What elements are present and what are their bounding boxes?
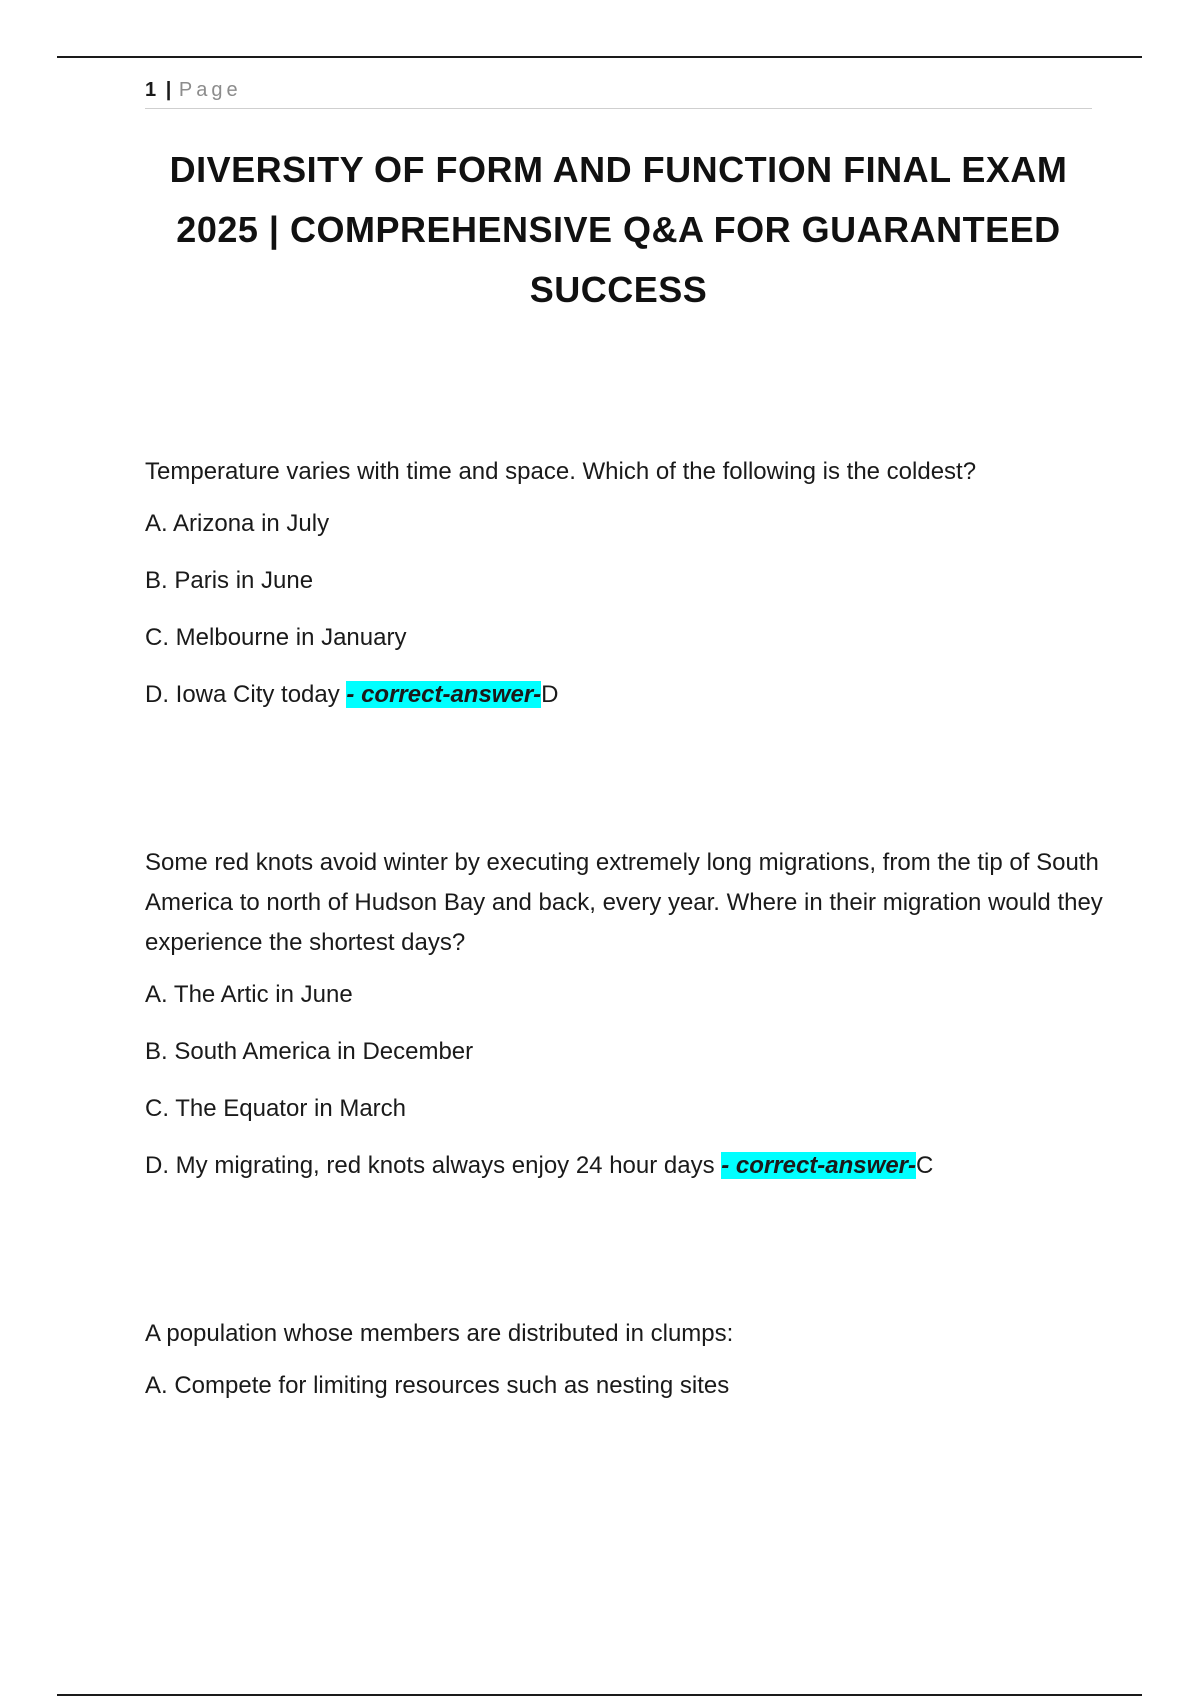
question-block-2 — [145, 843, 1105, 1207]
question-block-3 — [145, 1314, 1105, 1427]
question-block-1 — [145, 452, 1105, 736]
question-text: Temperature varies with time and space. Which of the following is the coldest? — [145, 458, 977, 485]
option-b: B. Paris in June — [145, 567, 314, 594]
option-c: C. Melbourne in January — [145, 624, 407, 651]
page-header — [145, 76, 1092, 109]
correct-answer-value: D — [541, 681, 559, 708]
option-d — [145, 1150, 1105, 1182]
option-d — [145, 679, 1105, 711]
page-number: 1 — [145, 79, 157, 101]
bottom-rule — [57, 1694, 1142, 1696]
option-a: A. The Artic in June — [145, 981, 353, 1008]
option-d-text: D. My migrating, red knots always enjoy 24 hour days — [145, 1152, 722, 1179]
correct-answer-marker: - correct-answer- — [346, 681, 542, 708]
option-d-text: D. Iowa City today — [145, 681, 347, 708]
option-a: A. Arizona in July — [145, 510, 330, 537]
question-text: Some red knots avoid winter by executing extremely long migrations, from the tip of South America to north of Hudson Bay and back, every year. Where in their migration would they experience the shortest days? — [145, 849, 1103, 956]
correct-answer-marker: - correct-answer- — [721, 1152, 916, 1179]
header-separator: | — [165, 79, 172, 101]
question-text: A population whose members are distributed in clumps: — [145, 1320, 734, 1347]
option-b: B. South America in December — [145, 1038, 474, 1065]
document-title: DIVERSITY OF FORM AND FUNCTION FINAL EXAM 2025 | COMPREHENSIVE Q&A FOR GUARANTEED SUCCESS — [169, 149, 1068, 310]
option-c: C. The Equator in March — [145, 1095, 407, 1122]
option-a: A. Compete for limiting resources such as nesting sites — [145, 1372, 730, 1399]
page-label: Page — [178, 79, 242, 101]
correct-answer-value: C — [916, 1152, 934, 1179]
top-rule — [57, 56, 1142, 58]
